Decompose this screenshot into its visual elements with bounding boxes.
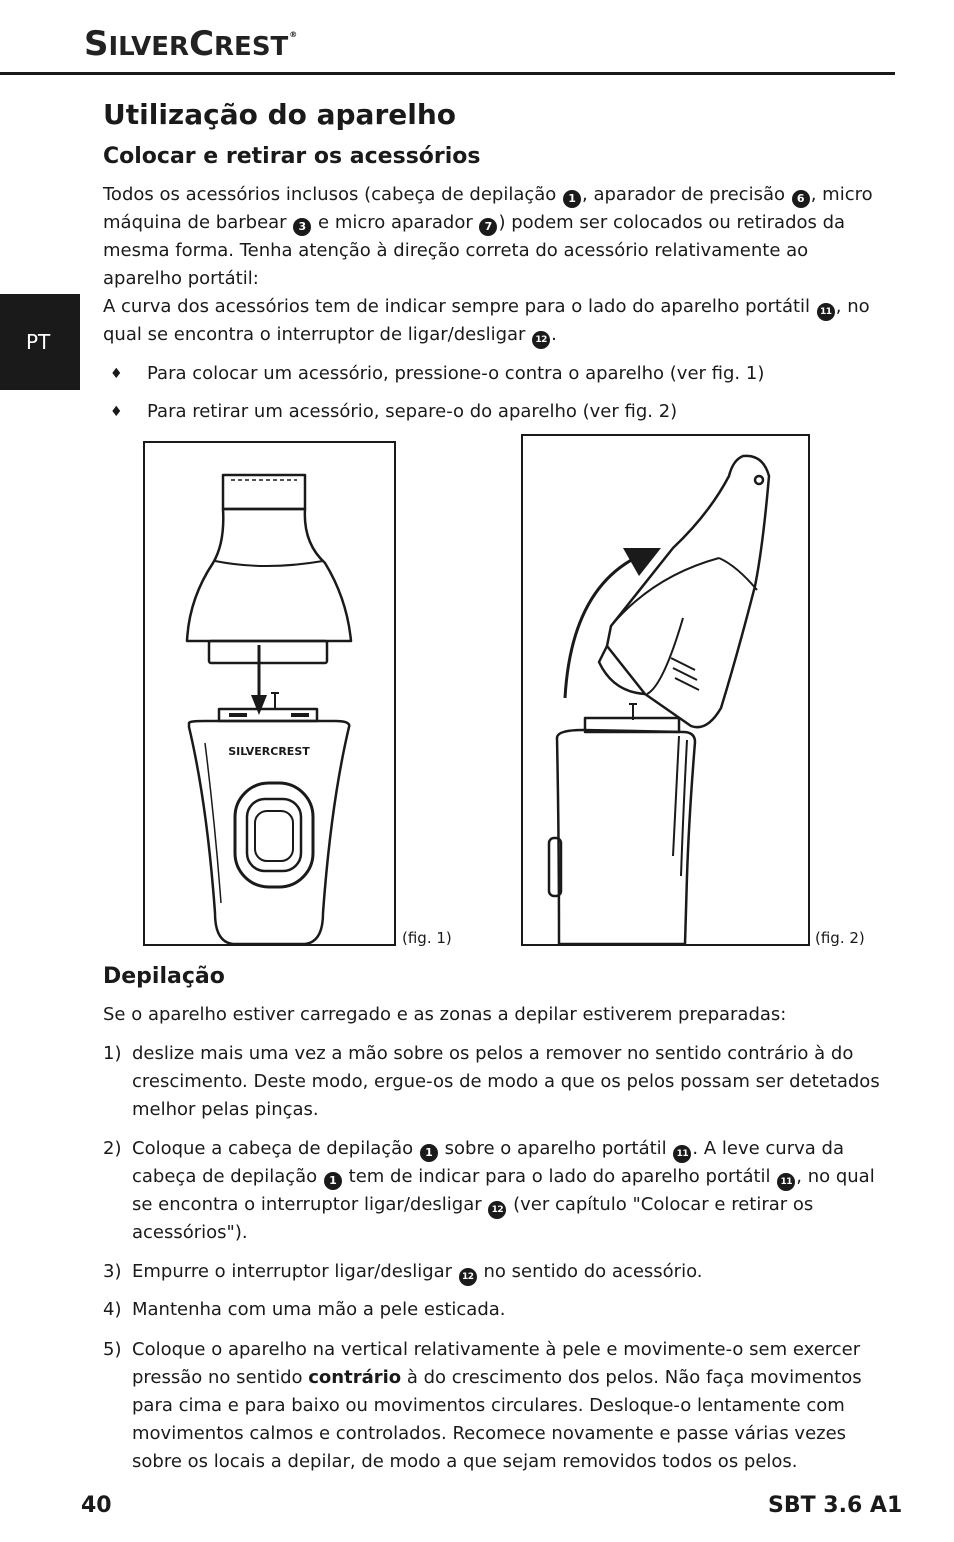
bullet-icon: ♦ <box>110 404 123 420</box>
language-tab: PT <box>0 294 80 390</box>
list-item: 2) Coloque a cabeça de depilação 1 sobre o aparelho portátil 11 . A leve curva da cabeça de depilação 1 tem de indicar para o lado do aparelho portátil 11 , no qual se encontra o interruptor ligar/desligar 12 (ver capítulo "Colocar e retirar os acessórios"). <box>103 1138 875 1243</box>
paragraph-accessories-intro: Todos os acessórios inclusos (cabeça de depilação 1 , aparador de precisão 6 , micro máquina de barbear 3 e micro aparador 7 ) podem ser colocados ou retirados da mesma forma. Tenha atenção à direção correta do acessório relativamente ao aparelho portátil: <box>103 184 873 289</box>
model-number: SBT 3.6 A1 <box>768 1493 903 1518</box>
figure-1-attach-accessory <box>143 441 396 946</box>
device-logo-text: SILVERCREST <box>228 745 310 758</box>
list-item: 5) Coloque o aparelho na vertical relativamente à pele e movimente-o sem exercer pressão no sentido contrário à do crescimento dos pelos. Não faça movimentos para cima e para baixo ou movimentos circulares. Desloque-o lentamente com movimentos calmos e controlados. Recomece novamente e passe várias vezes sobre os locais a depilar, de modo a que sejam removidos todos os pelos. <box>103 1339 862 1472</box>
device-attach-illustration <box>145 443 394 944</box>
paragraph-epilation-intro: Se o aparelho estiver carregado e as zonas a depilar estiverem preparadas: <box>103 1004 787 1025</box>
figure-1-caption: (fig. 1) <box>402 929 452 947</box>
page-number: 40 <box>81 1493 112 1518</box>
list-item: 1) deslize mais uma vez a mão sobre os pelos a remover no sentido contrário à do crescimento. Deste modo, ergue-os de modo a que os pelos possam ser detetados melhor pelas pinças. <box>103 1043 880 1120</box>
page-title: Utilização do aparelho <box>103 98 457 131</box>
section-heading-accessories: Colocar e retirar os acessórios <box>103 144 481 169</box>
figure-2-caption: (fig. 2) <box>815 929 865 947</box>
list-item: 3) Empurre o interruptor ligar/desligar 12 no sentido do acessório. <box>103 1258 883 1286</box>
section-heading-epilation: Depilação <box>103 964 225 989</box>
device-remove-illustration <box>523 436 808 944</box>
header-rule <box>0 72 895 75</box>
brand-logo: SILVERCREST® <box>84 24 298 64</box>
list-item: 4) Mantenha com uma mão a pele esticada. <box>103 1299 506 1320</box>
paragraph-accessories-curve: A curva dos acessórios tem de indicar sempre para o lado do aparelho portátil 11 , no qual se encontra o interruptor de ligar/desligar 12 . <box>103 293 883 349</box>
figure-2-remove-accessory <box>521 434 810 946</box>
bullet-icon: ♦ <box>110 366 123 382</box>
